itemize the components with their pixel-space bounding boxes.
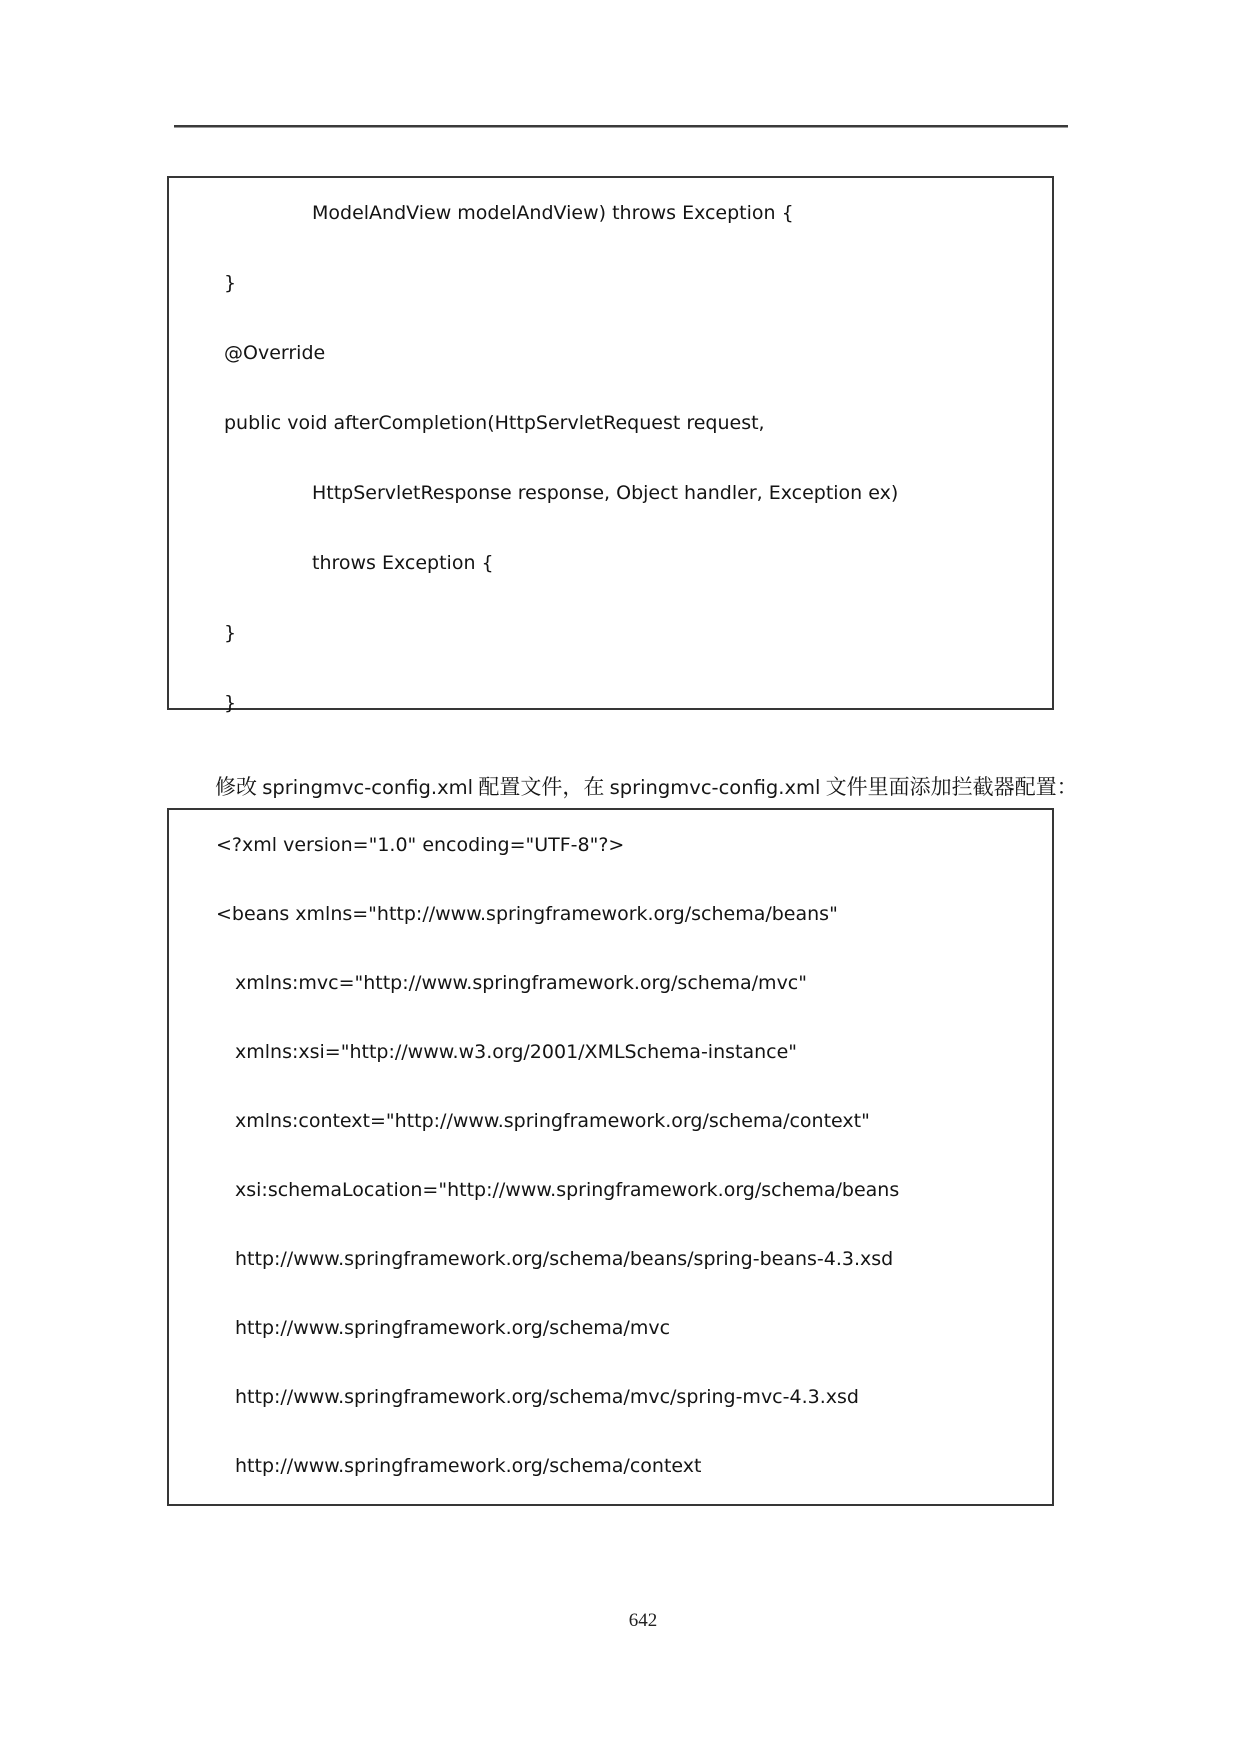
code-line: xmlns:mvc="http://www.springframework.org/schema/mvc" — [235, 971, 807, 994]
paragraph-text-cjk: 修改 — [215, 775, 263, 799]
code-line: xmlns:context="http://www.springframework.org/schema/context" — [235, 1109, 870, 1132]
code-line: } — [224, 272, 237, 294]
code-line: http://www.springframework.org/schema/context — [235, 1454, 702, 1477]
code-block-xml — [167, 808, 1054, 1506]
code-block-java — [167, 176, 1054, 714]
code-line: http://www.springframework.org/schema/mvc — [235, 1316, 671, 1339]
code-line: throws Exception { — [312, 552, 494, 574]
code-line: } — [224, 622, 237, 644]
page-number: 642 — [628, 1610, 658, 1631]
code-line: http://www.springframework.org/schema/beans/spring-beans-4.3.xsd — [235, 1247, 894, 1270]
header-rule — [174, 125, 1068, 128]
code-line: } — [224, 692, 237, 714]
code-line: HttpServletResponse response, Object handler, Exception ex) — [312, 482, 899, 504]
code-line: public void afterCompletion(HttpServletRequest request, — [224, 412, 765, 434]
code-line: ModelAndView modelAndView) throws Exception { — [312, 202, 794, 224]
paragraph-text-filename: springmvc-config.xml — [609, 776, 821, 799]
code-line: xmlns:xsi="http://www.w3.org/2001/XMLSchema-instance" — [235, 1040, 798, 1063]
body-paragraph — [215, 773, 1078, 801]
code-line: xsi:schemaLocation="http://www.springframework.org/schema/beans — [235, 1178, 900, 1201]
code-line: @Override — [224, 342, 326, 364]
paragraph-text-filename: springmvc-config.xml — [262, 776, 474, 799]
paragraph-text-cjk: 文件里面添加拦截器配置： — [820, 775, 1078, 799]
paragraph-text-cjk: 配置文件，在 — [473, 775, 610, 799]
code-line: <beans xmlns="http://www.springframework.org/schema/beans" — [216, 902, 838, 925]
code-line: http://www.springframework.org/schema/mvc/spring-mvc-4.3.xsd — [235, 1385, 859, 1408]
code-line: <?xml version="1.0" encoding="UTF-8"?> — [216, 833, 625, 856]
